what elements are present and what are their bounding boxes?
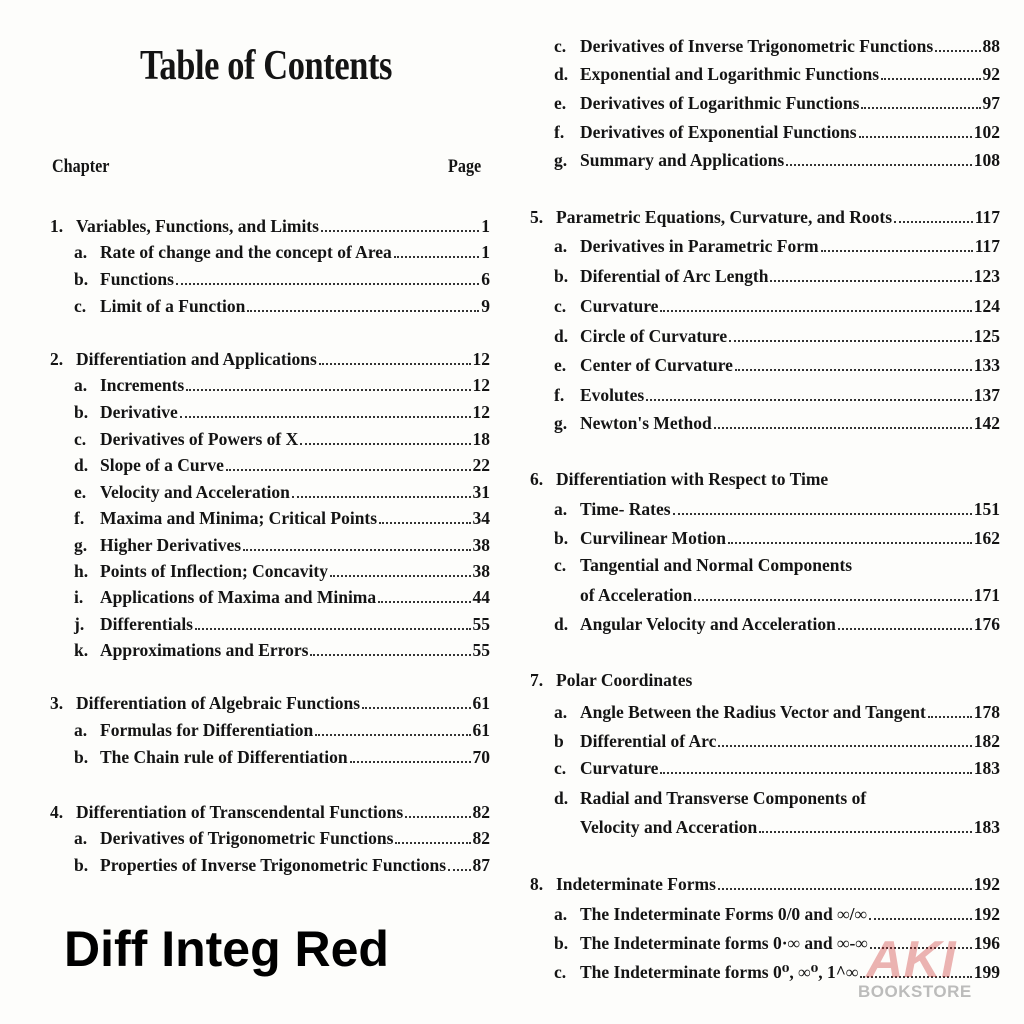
dot-leader <box>243 549 470 551</box>
toc-entry-page: 31 <box>472 482 490 502</box>
dot-leader <box>786 164 972 166</box>
toc-entry-page: 12 <box>472 375 490 395</box>
toc-entry-title: Summary and Applications <box>580 150 785 170</box>
toc-entry-page: 192 <box>973 904 1000 924</box>
dot-leader <box>928 716 972 718</box>
toc-entry-title: Curvature <box>580 758 659 778</box>
toc-entry-page: 87 <box>472 855 490 875</box>
toc-entry-number: d. <box>74 455 89 475</box>
dot-leader <box>869 918 972 920</box>
toc-entry-page: 183 <box>973 758 1000 778</box>
toc-entry <box>554 700 1000 724</box>
toc-entry <box>74 533 490 557</box>
toc-entry-number: 2. <box>50 349 64 369</box>
toc-entry-title: Differential of Arc <box>580 731 717 751</box>
toc-entry <box>554 324 1000 348</box>
toc-entry-page: 108 <box>973 150 1000 170</box>
toc-entry <box>554 583 1000 607</box>
toc-entry-number: d. <box>554 64 569 84</box>
toc-entry <box>50 347 490 371</box>
page-header: Page <box>448 156 482 177</box>
toc-entry <box>50 800 490 824</box>
toc-entry-number: b. <box>74 269 89 289</box>
toc-entry-title: The Indeterminate forms 0⁰, ∞⁰, 1^∞ <box>580 962 859 982</box>
toc-entry-page: 182 <box>973 731 1000 751</box>
toc-entry-number: 4. <box>50 802 64 822</box>
toc-entry-title: Indeterminate Forms <box>556 874 716 894</box>
dot-leader <box>881 78 980 80</box>
toc-entry <box>74 853 490 877</box>
dot-leader <box>660 772 971 774</box>
bookstore-watermark <box>858 930 1008 1010</box>
toc-entry <box>74 427 490 451</box>
toc-entry-page: 22 <box>472 455 490 475</box>
toc-entry-page: 192 <box>973 874 1000 894</box>
toc-entry-number: a. <box>554 904 568 924</box>
toc-entry-number: 8. <box>530 874 544 894</box>
dot-leader <box>646 399 972 401</box>
dot-leader <box>379 522 470 524</box>
dot-leader <box>330 575 471 577</box>
toc-entry-title: Limit of a Function <box>100 296 246 316</box>
toc-entry-title: Tangential and Normal Components <box>580 555 853 575</box>
toc-entry-page: 117 <box>974 236 1000 256</box>
toc-entry <box>74 267 490 291</box>
toc-entry-title: Differentiation of Algebraic Functions <box>76 693 361 713</box>
toc-entry <box>554 553 1000 577</box>
toc-entry-title: The Chain rule of Differentiation <box>100 747 348 767</box>
toc-entry <box>74 559 490 583</box>
toc-entry-number: g. <box>554 413 568 433</box>
toc-entry-title: Increments <box>100 375 185 395</box>
toc-entry-title: The Indeterminate forms 0·∞ and ∞-∞ <box>580 933 868 953</box>
toc-entry-title: Exponential and Logarithmic Functions <box>580 64 880 84</box>
toc-entry-page: 133 <box>973 355 1000 375</box>
toc-entry <box>74 506 490 530</box>
toc-entry-page: 123 <box>973 266 1000 286</box>
toc-entry-page: 55 <box>472 614 490 634</box>
dot-leader <box>247 310 479 312</box>
toc-entry-page: 142 <box>973 413 1000 433</box>
dot-leader <box>176 283 479 285</box>
toc-entry-number: 5. <box>530 207 544 227</box>
toc-entry-number: g. <box>74 535 88 555</box>
toc-entry-page: 125 <box>973 326 1000 346</box>
toc-entry-number: b. <box>74 402 89 422</box>
toc-entry-page: 92 <box>982 64 1000 84</box>
toc-entry-page: 70 <box>472 747 490 767</box>
toc-entry-title: of Acceleration <box>580 585 693 605</box>
toc-entry <box>554 120 1000 144</box>
toc-entry-number: g. <box>554 150 568 170</box>
toc-entry-number: d. <box>554 788 569 808</box>
toc-entry <box>554 383 1000 407</box>
toc-entry-title: Variables, Functions, and Limits <box>76 216 319 236</box>
toc-entry-page: 61 <box>472 720 490 740</box>
toc-entry-title: Curvature <box>580 296 659 316</box>
toc-entry-number: c. <box>74 296 87 316</box>
toc-entry-page: 6 <box>481 269 490 289</box>
toc-entry-page: 124 <box>973 296 1000 316</box>
toc-entry-page: 12 <box>472 402 490 422</box>
toc-entry-title: The Indeterminate Forms 0/0 and ∞/∞ <box>580 904 867 924</box>
toc-entry-page: 18 <box>472 429 490 449</box>
toc-entry-number: f. <box>554 385 565 405</box>
dot-leader <box>310 654 470 656</box>
toc-entry-number: e. <box>554 93 567 113</box>
toc-entry <box>554 902 1000 926</box>
toc-entry-number: b. <box>554 266 569 286</box>
toc-entry-number: 6. <box>530 469 544 489</box>
toc-entry-title: Differentials <box>100 614 193 634</box>
toc-entry-page: 183 <box>973 817 1000 837</box>
toc-entry-number: c. <box>74 429 87 449</box>
toc-entry-title: Higher Derivatives <box>100 535 242 555</box>
toc-entry-number: 3. <box>50 693 64 713</box>
toc-entry <box>554 234 1000 258</box>
toc-entry-title: Derivatives in Parametric Form <box>580 236 819 256</box>
toc-entry-number: c. <box>554 36 567 56</box>
dot-leader <box>770 280 971 282</box>
toc-entry <box>554 34 1000 58</box>
dot-leader <box>315 734 470 736</box>
dot-leader <box>714 427 972 429</box>
dot-leader <box>821 250 973 252</box>
toc-entry-title: Center of Curvature <box>580 355 733 375</box>
toc-entry-title: Maxima and Minima; Critical Points <box>100 508 378 528</box>
toc-entry <box>554 612 1000 636</box>
dot-leader <box>350 761 471 763</box>
toc-entry-page: 38 <box>472 535 490 555</box>
toc-entry <box>530 205 1000 229</box>
toc-entry <box>554 756 1000 780</box>
toc-entry-number: c. <box>554 296 567 316</box>
toc-entry <box>74 638 490 662</box>
toc-entry-number: e. <box>74 482 87 502</box>
toc-entry <box>74 745 490 769</box>
toc-entry-title: Rate of change and the concept of Area <box>100 242 392 262</box>
toc-entry <box>74 240 490 264</box>
toc-entry-title: Angular Velocity and Acceleration <box>580 614 836 634</box>
dot-leader <box>448 869 470 871</box>
toc-entry <box>74 453 490 477</box>
toc-entry-title: Parametric Equations, Curvature, and Roots <box>556 207 893 227</box>
dot-leader <box>838 628 972 630</box>
toc-entry-page: 151 <box>973 499 1000 519</box>
toc-entry-number: a. <box>74 242 88 262</box>
toc-entry-title: Newton's Method <box>580 413 712 433</box>
toc-entry-number: a. <box>74 375 88 395</box>
toc-entry-page: 102 <box>973 122 1000 142</box>
toc-entry-title: Derivative <box>100 402 178 422</box>
toc-entry-title: Evolutes <box>580 385 645 405</box>
toc-entry <box>554 62 1000 86</box>
toc-entry-page: 82 <box>472 828 490 848</box>
toc-entry <box>74 373 490 397</box>
dot-leader <box>319 363 471 365</box>
toc-entry <box>554 729 1000 753</box>
toc-entry-number: c. <box>554 555 567 575</box>
toc-entry-title: Time- Rates <box>580 499 671 519</box>
dot-leader <box>405 816 470 818</box>
toc-entry-title: Velocity and Acceleration <box>100 482 290 502</box>
toc-entry-page: 55 <box>472 640 490 660</box>
toc-entry-page: 82 <box>472 802 490 822</box>
dot-leader <box>694 599 972 601</box>
toc-entry-title: Points of Inflection; Concavity <box>100 561 328 581</box>
dot-leader <box>718 745 971 747</box>
dot-leader <box>729 340 972 342</box>
toc-entry-number: a. <box>554 236 568 256</box>
dot-leader <box>673 513 972 515</box>
page-title: Table of Contents <box>140 43 393 89</box>
toc-entry <box>554 497 1000 521</box>
toc-entry-title: Radial and Transverse Components of <box>580 788 867 808</box>
toc-entry-page: 61 <box>472 693 490 713</box>
toc-entry <box>554 815 1000 839</box>
toc-entry <box>530 467 1000 491</box>
toc-entry <box>554 294 1000 318</box>
toc-entry-number: h. <box>74 561 89 581</box>
watermark-store: BOOKSTORE <box>858 982 972 1001</box>
toc-entry-title: Curvilinear Motion <box>580 528 726 548</box>
dot-leader <box>861 107 980 109</box>
toc-entry-number: f. <box>74 508 85 528</box>
toc-entry <box>74 585 490 609</box>
toc-entry-title: Polar Coordinates <box>556 670 693 690</box>
toc-entry <box>74 718 490 742</box>
toc-entry-title: Derivatives of Exponential Functions <box>580 122 857 142</box>
toc-entry-page: 38 <box>472 561 490 581</box>
toc-entry-page: 97 <box>982 93 1000 113</box>
dot-leader <box>195 628 471 630</box>
toc-entry-title: Derivatives of Logarithmic Functions <box>580 93 860 113</box>
watermark-logo: AKI <box>866 931 956 989</box>
toc-entry-title: Applications of Maxima and Minima <box>100 587 377 607</box>
toc-entry <box>554 411 1000 435</box>
chapter-header: Chapter <box>52 156 110 177</box>
toc-entry <box>74 400 490 424</box>
dot-leader <box>362 707 470 709</box>
dot-leader <box>321 230 479 232</box>
toc-entry-number: e. <box>554 355 567 375</box>
toc-entry-number: c. <box>554 758 567 778</box>
toc-entry-page: 117 <box>974 207 1000 227</box>
toc-entry-number: b. <box>554 933 569 953</box>
toc-entry-title: Differentiation and Applications <box>76 349 317 369</box>
brand-caption: Diff Integ Red <box>64 921 389 977</box>
toc-entry-number: b. <box>74 855 89 875</box>
toc-entry-number: b. <box>554 528 569 548</box>
toc-entry-number: i. <box>74 587 84 607</box>
dot-leader <box>300 443 470 445</box>
toc-entry <box>554 786 1000 810</box>
toc-entry-number: b <box>554 731 564 751</box>
toc-entry-page: 12 <box>472 349 490 369</box>
toc-entry-page: 162 <box>973 528 1000 548</box>
toc-entry <box>554 148 1000 172</box>
toc-entry-number: d. <box>554 614 569 634</box>
dot-leader <box>759 831 972 833</box>
toc-entry-number: f. <box>554 122 565 142</box>
toc-entry-title: Differentiation of Transcendental Functions <box>76 802 404 822</box>
toc-entry-page: 9 <box>481 296 490 316</box>
toc-entry-number: b. <box>74 747 89 767</box>
dot-leader <box>226 469 471 471</box>
toc-entry <box>74 826 490 850</box>
toc-entry-number: 7. <box>530 670 544 690</box>
toc-entry-title: Slope of a Curve <box>100 455 224 475</box>
toc-entry <box>74 480 490 504</box>
toc-entry-page: 44 <box>472 587 490 607</box>
dot-leader <box>935 50 980 52</box>
toc-entry-number: a. <box>554 702 568 722</box>
toc-entry-page: 1 <box>481 216 490 236</box>
toc-entry-page: 137 <box>973 385 1000 405</box>
dot-leader <box>394 256 479 258</box>
toc-entry-page: 178 <box>973 702 1000 722</box>
toc-entry <box>530 668 1000 692</box>
toc-entry-title: Diferential of Arc Length <box>580 266 769 286</box>
toc-entry-page: 34 <box>472 508 490 528</box>
toc-entry <box>554 264 1000 288</box>
toc-entry-page: 171 <box>973 585 1000 605</box>
dot-leader <box>718 888 972 890</box>
toc-entry-title: Properties of Inverse Trigonometric Functions <box>100 855 447 875</box>
toc-entry <box>74 612 490 636</box>
toc-entry-page: 176 <box>973 614 1000 634</box>
toc-entry <box>554 526 1000 550</box>
toc-entry <box>50 691 490 715</box>
toc-entry-number: 1. <box>50 216 64 236</box>
toc-entry-title: Angle Between the Radius Vector and Tangent <box>580 702 926 722</box>
toc-entry-number: j. <box>74 614 85 634</box>
dot-leader <box>735 369 972 371</box>
dot-leader <box>186 389 470 391</box>
toc-entry-number: d. <box>554 326 569 346</box>
dot-leader <box>859 136 972 138</box>
toc-entry-number: a. <box>74 828 88 848</box>
toc-entry-page: 88 <box>982 36 1000 56</box>
toc-entry-title: Derivatives of Inverse Trigonometric Functions <box>580 36 934 56</box>
toc-entry-title: Differentiation with Respect to Time <box>556 469 829 489</box>
dot-leader <box>395 842 470 844</box>
toc-entry-number: k. <box>74 640 89 660</box>
toc-entry <box>554 353 1000 377</box>
toc-entry-title: Approximations and Errors <box>100 640 309 660</box>
toc-entry-title: Derivatives of Powers of X <box>100 429 299 449</box>
toc-entry-page: 199 <box>973 962 1000 982</box>
toc-entry-number: a. <box>554 499 568 519</box>
dot-leader <box>180 416 471 418</box>
dot-leader <box>728 542 972 544</box>
toc-entry-number: c. <box>554 962 567 982</box>
toc-entry-number: a. <box>74 720 88 740</box>
dot-leader <box>894 221 973 223</box>
dot-leader <box>292 496 471 498</box>
dot-leader <box>660 310 971 312</box>
toc-entry-title: Velocity and Acceration <box>580 817 758 837</box>
toc-entry <box>74 294 490 318</box>
dot-leader <box>378 601 470 603</box>
toc-entry-title: Functions <box>100 269 174 289</box>
toc-entry-title: Formulas for Differentiation <box>100 720 314 740</box>
toc-entry-page: 196 <box>973 933 1000 953</box>
toc-entry-title: Derivatives of Trigonometric Functions <box>100 828 394 848</box>
toc-entry <box>50 214 490 238</box>
toc-entry-title: Circle of Curvature <box>580 326 728 346</box>
toc-entry <box>530 872 1000 896</box>
toc-entry <box>554 91 1000 115</box>
toc-entry-page: 1 <box>481 242 490 262</box>
